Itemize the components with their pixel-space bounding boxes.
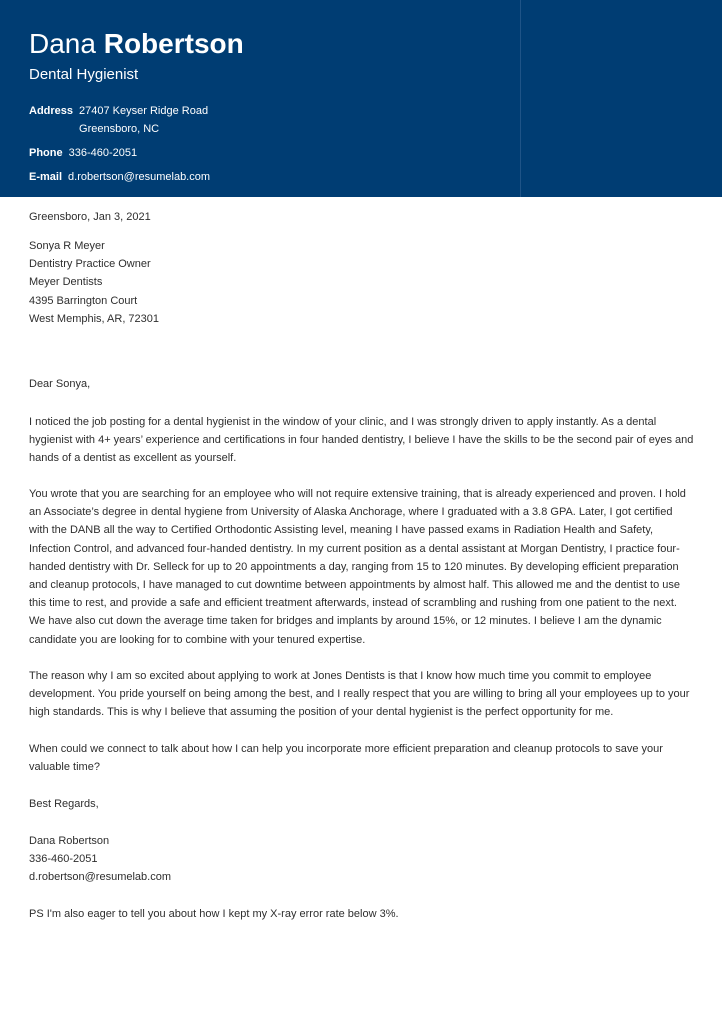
first-name: Dana <box>29 28 96 59</box>
paragraph-motivation: The reason why I am so excited about applying to work at Jones Dentists is that I know how much time you commit to employee development. You pride yourself on being among the best, and I really respect that you are willing to bring all your employees up to your high standards. This is why I believe that assuming the position of your dental hygienist is the perfect opportunity for me. <box>29 670 690 719</box>
postscript: PS I'm also eager to tell you about how I kept my X-ray error rate below 3%. <box>29 908 399 920</box>
header-divider <box>520 0 521 197</box>
signature-block <box>29 832 695 887</box>
address-line-1: 27407 Keyser Ridge Road <box>79 105 209 117</box>
phone-row <box>29 144 137 162</box>
recipient-name: Sonya R Meyer <box>29 240 105 252</box>
email-label: E-mail <box>29 171 63 183</box>
applicant-name <box>29 26 244 62</box>
header-banner <box>0 0 722 197</box>
address-value <box>79 102 208 138</box>
closing: Best Regards, <box>29 798 99 810</box>
email-row <box>29 168 210 186</box>
job-title: Dental Hygienist <box>29 66 139 83</box>
address-line-2: Greensboro, NC <box>79 123 160 135</box>
phone-label: Phone <box>29 147 63 159</box>
phone-value: 336-460-2051 <box>68 147 138 159</box>
recipient-block <box>29 237 695 328</box>
last-name: Robertson <box>103 28 244 59</box>
recipient-street: 4395 Barrington Court <box>29 294 138 307</box>
paragraph-intro: I noticed the job posting for a dental hygienist in the window of your clinic, and I was strongly driven to apply instantly. As a dental hygienist with 4+ years’ experience and certifications in four handed dentistry, I believe I have the skills to be the second pair of eyes and hands of a dentist as excellent as yourself. <box>29 416 694 465</box>
paragraph-experience: You wrote that you are searching for an employee who will not require extensive training, that is already experienced and proven. I hold an Associate’s degree in dental hygiene from University of Alaska Anchorage, where I graduated with a 3.8 GPA. Later, I got certified with the DANB all the way to Certified Orthodontic Assisting level, meaning I have passed exams in Radiation Health and Safety, Infection Control, and advanced four-handed dentistry. In my current position as a dental assistant at Morgan Dentistry, I practice four-handed dentistry with Dr. Selleck for up to 20 appointments a day, ranging from 15 to 120 minutes. By developing efficient preparation and cleanup protocols, I have managed to cut downtime between appointments by almost half. This allowed me and the dentist to use this time to rest, and provide a safe and efficient treatment afterwards, instead of scrambling and rushing from one patient to the next. We have also cut down the average time taken for bridges and implants by around 15%, or 12 minutes. I believe I am the dynamic candidate you are looking for to combine with your tenured expertise. <box>29 488 686 646</box>
address-row <box>29 102 208 138</box>
recipient-company: Meyer Dentists <box>29 276 103 289</box>
recipient-city: West Memphis, AR, 72301 <box>29 312 160 325</box>
signature-name: Dana Robertson <box>29 835 110 847</box>
letter-date: Greensboro, Jan 3, 2021 <box>29 211 151 223</box>
signature-email: d.robertson@resumelab.com <box>29 871 172 884</box>
signature-phone: 336-460-2051 <box>29 853 98 866</box>
paragraph-call-to-action: When could we connect to talk about how I can help you incorporate more efficient preparation and cleanup protocols to save your valuable time? <box>29 743 663 774</box>
recipient-title: Dentistry Practice Owner <box>29 258 151 271</box>
greeting: Dear Sonya, <box>29 378 91 390</box>
email-value: d.robertson@resumelab.com <box>68 171 211 183</box>
address-label: Address <box>29 105 74 117</box>
